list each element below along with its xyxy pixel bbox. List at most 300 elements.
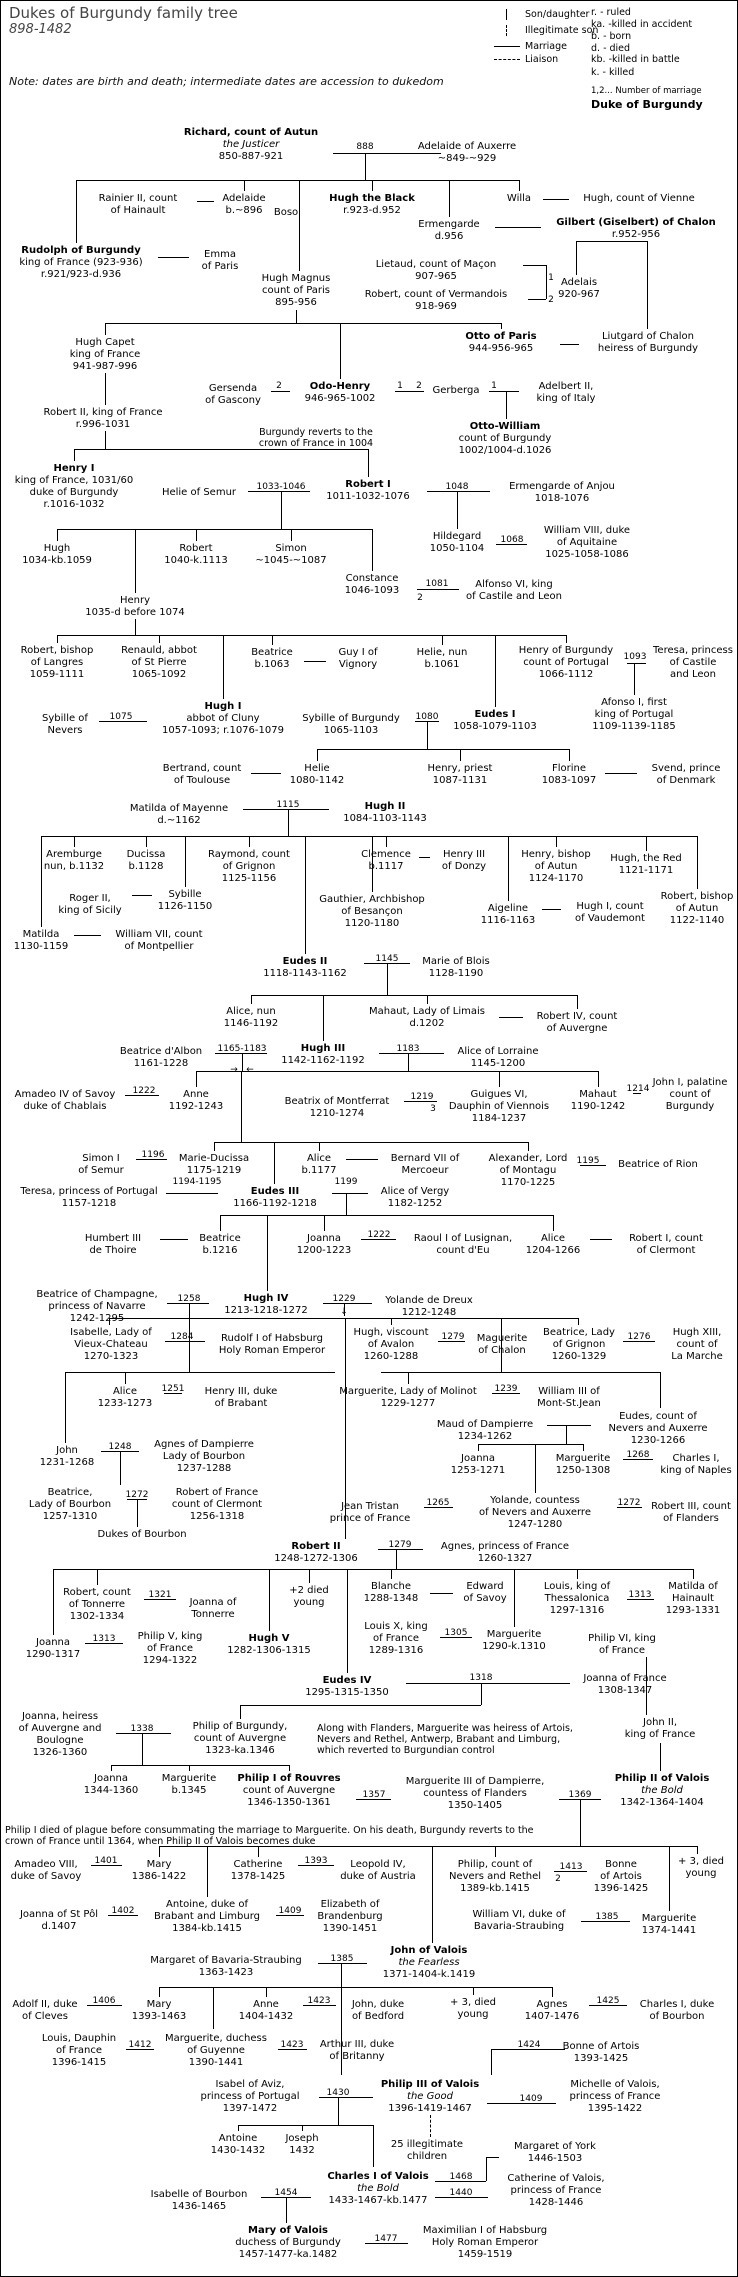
- m-1268: 1268: [626, 1450, 650, 1460]
- tree-line: [646, 1657, 647, 1715]
- amadeo-iv-savoy: Amadeo IV of Savoy duke of Chablais: [14, 1089, 116, 1112]
- tree-line: [427, 995, 428, 1004]
- tree-line: [346, 1193, 347, 1215]
- tree-line: [495, 1846, 496, 1857]
- tree-line: [197, 201, 214, 202]
- helie-nun: Helie, nun b.1061: [416, 647, 468, 670]
- margaret-bavaria-straubing: Margaret of Bavaria-Straubing 1363-1423: [150, 1955, 302, 1978]
- tree-line: [580, 1799, 581, 1846]
- william-iii-mont-st-jean: William III of Mont-St.Jean: [537, 1386, 601, 1409]
- m-1402: 1402: [111, 1906, 135, 1916]
- tree-line: [220, 1215, 553, 1216]
- tree-line: [105, 323, 501, 324]
- hildegard: Hildegard 1050-1104: [429, 531, 485, 554]
- john-1231: John 1231-1268: [39, 1445, 95, 1468]
- raymond-grignon: Raymond, count of Grignon 1125-1156: [208, 849, 290, 884]
- m-1406: 1406: [92, 1996, 116, 2006]
- robert-ii: Robert II 1248-1272-1306: [274, 1541, 358, 1564]
- legend-abbrev-killed: k. - killed: [591, 67, 635, 78]
- tree-line: [365, 2243, 408, 2244]
- m-1413: 1413: [559, 1862, 583, 1872]
- catherine-1378: Catherine 1378-1425: [230, 1859, 286, 1882]
- robert-i-clermont: Robert I, count of Clermont: [629, 1233, 703, 1256]
- tree-line: [105, 323, 106, 335]
- tree-line: [189, 1303, 190, 1372]
- m-1423-anne: 1423: [307, 1996, 331, 2006]
- emma-of-paris: Emma of Paris: [201, 249, 239, 272]
- tree-line: [57, 529, 372, 530]
- m-1183: 1183: [396, 1044, 420, 1054]
- marguerite-guyenne: Marguerite, duchess of Guyenne 1390-1441: [165, 2033, 267, 2068]
- joanna-of-france: Joanna of France 1308-1347: [583, 1673, 667, 1696]
- tree-line: [577, 1569, 578, 1579]
- tree-line: [76, 180, 519, 181]
- m-1279-avalon: 1279: [441, 1332, 465, 1342]
- tree-line: [438, 1341, 465, 1342]
- tree-line: [74, 449, 75, 461]
- tree-line: [274, 1142, 275, 1184]
- gerberga: Gerberga: [432, 385, 480, 396]
- liaison-line-icon: [494, 59, 520, 60]
- tree-line: [560, 344, 579, 345]
- tree-line: [196, 1071, 197, 1087]
- mary-1386: Mary 1386-1422: [131, 1859, 187, 1882]
- eudes-iii: Eudes III 1166-1192-1218: [233, 1186, 317, 1209]
- legend-liaison: [494, 54, 558, 65]
- tree-line: [223, 635, 224, 699]
- tree-line: [125, 1372, 126, 1384]
- tree-line: [440, 1637, 472, 1638]
- m-1401: 1401: [94, 1856, 118, 1866]
- robert-i: Robert I 1011-1032-1076: [326, 479, 410, 502]
- tree-line: [213, 1987, 214, 2029]
- m-1430: 1430: [326, 2088, 350, 2098]
- ducissa: Ducissa b.1128: [126, 849, 166, 872]
- mahaut-limais: Mahaut, Lady of Limais d.1202: [368, 1006, 485, 1029]
- willa: Willa: [506, 193, 532, 204]
- tree-line: [356, 1799, 391, 1800]
- tree-line: [457, 491, 458, 529]
- tree-line: [496, 544, 527, 545]
- tree-line: [76, 180, 77, 243]
- m-1440: 1440: [449, 2188, 473, 2198]
- tree-line: [346, 1159, 378, 1160]
- alice-of-vergy: Alice of Vergy 1182-1252: [380, 1186, 450, 1209]
- tree-line: [57, 635, 566, 636]
- john-ii-france: John II, king of France: [624, 1717, 696, 1740]
- tree-line: [137, 1499, 138, 1527]
- tree-line: [41, 836, 42, 927]
- henry-of-portugal: Henry of Burgundy count of Portugal 1066-1112: [518, 645, 614, 680]
- tree-line: [108, 1915, 138, 1916]
- tree-line: [340, 323, 341, 379]
- m-1409-antoine: 1409: [278, 1906, 302, 1916]
- tree-line: [406, 1683, 570, 1684]
- tree-line: [272, 635, 273, 645]
- tree-line: [240, 1705, 481, 1706]
- joanna-auvergne: Joanna, heiress of Auvergne and Boulogne 1326-1360: [18, 1711, 102, 1758]
- arrow-right: →: [230, 1065, 238, 1075]
- legend-abbrev-born: b. - born: [591, 31, 632, 42]
- tree-line: [281, 491, 282, 529]
- tree-line: [99, 721, 147, 722]
- hugh-xiii-la-marche: Hugh XIII, count of La Marche: [671, 1327, 723, 1362]
- tree-line: [303, 2005, 336, 2006]
- eudes-nevers-auxerre: Eudes, count of Nevers and Auxerre 1230-1266: [608, 1411, 708, 1446]
- liutgard-of-chalon: Liutgard of Chalon heiress of Burgundy: [597, 331, 699, 354]
- tree-line: [379, 1053, 444, 1054]
- marguerite-1374: Marguerite 1374-1441: [641, 1913, 697, 1936]
- tree-line: [159, 1987, 552, 1988]
- tree-line: [627, 1599, 654, 1600]
- marguerite-b1345: Marguerite b.1345: [161, 1773, 217, 1796]
- tree-line: [449, 180, 450, 217]
- plus3-died-young-a: + 3, died young: [678, 1856, 724, 1879]
- tree-line: [74, 935, 101, 936]
- tree-line: [242, 1053, 243, 1071]
- m2-vermandois: 2: [548, 295, 554, 305]
- tree-line: [269, 1569, 270, 1631]
- legend-label: Son/daughter: [525, 9, 590, 20]
- m-1048: 1048: [445, 482, 469, 492]
- legend-label: Marriage: [525, 41, 567, 52]
- amadeo-viii-savoy: Amadeo VIII, duke of Savoy: [10, 1859, 82, 1882]
- adelaide-of-auxerre: Adelaide of Auxerre ~849-~929: [417, 141, 517, 164]
- m-1318: 1318: [469, 1673, 493, 1683]
- tree-line: [481, 1683, 482, 1705]
- tree-line: [660, 1743, 661, 1771]
- note-marguerite-heiress: Along with Flanders, Marguerite was heiress of Artois, Nevers and Rethel, Antwerp, Brabant and Limburg, which reverted to Burgundian control: [317, 1723, 573, 1756]
- tree-line: [566, 635, 567, 643]
- tree-line: [332, 1193, 368, 1194]
- tree-line: [627, 663, 646, 664]
- otto-william: Otto-William count of Burgundy 1002/1004-d.1026: [458, 421, 552, 456]
- hugh-iv: Hugh IV 1213-1218-1272: [224, 1293, 308, 1316]
- tree-line: [317, 749, 318, 761]
- m-1229: 1229: [332, 1294, 356, 1304]
- tree-line: [251, 995, 252, 1004]
- tree-line: [495, 227, 541, 228]
- aigeline: Aigeline 1116-1163: [480, 903, 536, 926]
- tree-line: [430, 2115, 431, 2137]
- marguerite-1250: Marguerite 1250-1308: [555, 1453, 611, 1476]
- m3-beatrix: 3: [430, 1104, 436, 1114]
- robert-bishop-langres: Robert, bishop of Langres 1059-1111: [20, 645, 94, 680]
- tree-line: [53, 1569, 54, 1635]
- hugh-ii: Hugh II 1084-1103-1143: [343, 801, 427, 824]
- tree-line: [647, 241, 648, 329]
- alice-b1177: Alice b.1177: [301, 1153, 337, 1176]
- illegitimate-line-icon: [506, 25, 507, 36]
- jean-tristan: Jean Tristan prince of France: [329, 1501, 411, 1524]
- henry-1035: Henry 1035-d before 1074: [85, 595, 185, 618]
- hugh-vaudemont: Hugh I, count of Vaudemont: [575, 901, 645, 924]
- odo-henry: Odo-Henry 946-965-1002: [304, 381, 376, 404]
- m1-gerberga: 1: [491, 381, 497, 391]
- tree-line: [623, 1341, 655, 1342]
- page-title: Dukes of Burgundy family tree: [9, 4, 238, 22]
- alexander-montagu: Alexander, Lord of Montagu 1170-1225: [488, 1153, 568, 1188]
- hugh-i-duke: Hugh I abbot of Cluny 1057-1093; r.1076-1079: [162, 701, 284, 736]
- legend-label: Illegitimate son: [525, 25, 599, 36]
- tree-line: [135, 619, 136, 635]
- tree-line: [241, 1071, 242, 1142]
- m-1454: 1454: [274, 2188, 298, 2198]
- tree-line: [166, 1193, 218, 1194]
- marguerite-molinot: Marguerite, Lady of Molinot 1229-1277: [339, 1386, 477, 1409]
- tree-line: [299, 180, 300, 271]
- m-1284: 1284: [170, 1332, 194, 1342]
- tree-line: [577, 995, 578, 1009]
- tree-line: [185, 836, 186, 887]
- bertrand-toulouse: Bertrand, count of Toulouse: [162, 763, 242, 786]
- tree-line: [372, 529, 373, 571]
- m-1424: 1424: [517, 2040, 541, 2050]
- tree-line: [319, 2097, 373, 2098]
- arrow-down: ↓: [340, 1307, 348, 1317]
- tree-line: [144, 1599, 176, 1600]
- isabelle-of-bourbon: Isabelle of Bourbon 1436-1465: [150, 2189, 248, 2212]
- isabel-of-aviz: Isabel of Aviz, princess of Portugal 1397-1472: [200, 2079, 300, 2114]
- tree-line: [495, 635, 496, 707]
- tree-line: [395, 391, 424, 392]
- tree-line: [697, 836, 698, 889]
- marguerite-iii-dampierre: Marguerite III of Dampierre, countess of Flanders 1350-1405: [405, 1776, 545, 1811]
- afonso-i: Afonso I, first king of Portugal 1109-1139-1185: [592, 697, 676, 732]
- tree-line: [317, 749, 569, 750]
- joanna-of-tonnerre: Joanna of Tonnerre: [189, 1597, 237, 1620]
- m-1305: 1305: [444, 1628, 468, 1638]
- tree-line: [547, 1425, 591, 1426]
- sybille-1126: Sybille 1126-1150: [157, 889, 213, 912]
- tree-line: [240, 1705, 241, 1719]
- constance: Constance 1046-1093: [344, 573, 400, 596]
- beatrice-dalbon: Beatrice d'Albon 1161-1228: [119, 1046, 203, 1069]
- tree-line: [576, 241, 647, 242]
- tree-line: [323, 1303, 372, 1304]
- tree-line: [220, 1215, 221, 1231]
- henry-iii-brabant: Henry III, duke of Brabant: [204, 1386, 278, 1409]
- anne-1404: Anne 1404-1432: [238, 1999, 294, 2022]
- sybille-of-burgundy: Sybille of Burgundy 1065-1103: [302, 713, 400, 736]
- joanna-of-st-pol: Joanna of St Pôl d.1407: [19, 1909, 98, 1932]
- tree-line: [506, 391, 507, 419]
- tree-line: [74, 836, 75, 847]
- robert-ii-france: Robert II, king of France r.996-1031: [43, 407, 163, 430]
- svend-denmark: Svend, prince of Denmark: [651, 763, 721, 786]
- tree-line: [552, 1987, 553, 1997]
- tree-line: [91, 1865, 122, 1866]
- sybille-nevers: Sybille of Nevers: [42, 713, 88, 736]
- lietaud-macon: Lietaud, count of Maçon 907-965: [375, 259, 497, 282]
- tree-line: [196, 1071, 598, 1072]
- legend-abbrev-died: d. - died: [591, 43, 631, 54]
- john-i-palatine: John I, palatine count of Burgundy: [652, 1077, 728, 1112]
- m-1313-joanna: 1313: [92, 1634, 116, 1644]
- tree-line: [368, 449, 369, 477]
- m-1248: 1248: [108, 1442, 132, 1452]
- tree-line: [267, 1215, 268, 1291]
- tree-line: [249, 836, 250, 847]
- tree-line: [365, 153, 366, 180]
- eudes-i: Eudes I 1058-1079-1103: [453, 709, 537, 732]
- eudes-iv: Eudes IV 1295-1315-1350: [305, 1675, 389, 1698]
- tree-line: [74, 449, 368, 450]
- legend-son-daughter: [494, 9, 589, 20]
- mary-1393: Mary 1393-1463: [131, 1999, 187, 2022]
- tree-line: [491, 2049, 492, 2075]
- m-1279-robert: 1279: [388, 1540, 412, 1550]
- tree-line: [291, 529, 292, 541]
- note-philip-plague: Philip I died of plague before consummating the marriage to Marguerite. On his death, Burgundy reverts to the crown of France until 1364, when Philip II of Valois becomes duke: [5, 1825, 534, 1847]
- legend-marriage: [494, 41, 567, 52]
- tree-line: [489, 391, 519, 392]
- raoul-lusignan: Raoul I of Lusignan, count d'Eu: [413, 1233, 513, 1256]
- tree-line: [535, 1444, 536, 1493]
- tree-line: [57, 635, 58, 643]
- tree-line: [248, 491, 310, 492]
- m2-gersenda: 2: [276, 381, 282, 391]
- plus3-died-young-b: + 3, died young: [450, 1997, 496, 2020]
- tree-line: [65, 1372, 335, 1373]
- legend-abbrev-ruled: r. - ruled: [591, 7, 631, 18]
- tree-line: [590, 1239, 612, 1240]
- simon-1045: Simon ~1045-~1087: [255, 543, 327, 566]
- m-1251: 1251: [161, 1384, 185, 1394]
- tree-line: [159, 1987, 160, 1997]
- alice-nun: Alice, nun 1146-1192: [223, 1006, 279, 1029]
- john-of-valois: John of Valois the Fearless 1371-1404-k.1419: [382, 1945, 476, 1980]
- hugh-of-avalon: Hugh, viscount of Avalon 1260-1288: [353, 1327, 429, 1362]
- tree-line: [159, 1846, 160, 1857]
- simon-i-semur: Simon I of Semur: [78, 1153, 124, 1176]
- m-1425: 1425: [596, 1996, 620, 2006]
- tree-line: [214, 1142, 215, 1151]
- tree-line: [97, 1569, 98, 1585]
- adolf-ii-cleves: Adolf II, duke of Cleves: [12, 1999, 78, 2022]
- tree-line: [344, 1303, 345, 1316]
- anne-1192: Anne 1192-1243: [168, 1089, 224, 1112]
- yolande-de-dreux: Yolande de Dreux 1212-1248: [385, 1295, 473, 1318]
- m-1423-marguerite: 1423: [280, 2040, 304, 2050]
- yolande-nevers: Yolande, countess of Nevers and Auxerre 1247-1280: [479, 1495, 591, 1530]
- renauld-abbot: Renauld, abbot of St Pierre 1065-1092: [121, 645, 197, 680]
- tree-line: [111, 1765, 289, 1766]
- joanna-1253: Joanna 1253-1271: [450, 1453, 506, 1476]
- m-1385-william: 1385: [595, 1912, 619, 1922]
- tree-line: [116, 1733, 171, 1734]
- joanna-1344: Joanna 1344-1360: [83, 1773, 139, 1796]
- hugh-v: Hugh V 1282-1306-1315: [227, 1633, 311, 1656]
- m-1219: 1219: [410, 1092, 434, 1102]
- tree-line: [372, 180, 373, 191]
- tree-line: [238, 2125, 239, 2131]
- beatrix-montferrat: Beatrix of Montferrat 1210-1274: [284, 1096, 390, 1119]
- tree-line: [132, 895, 152, 896]
- m-1075: 1075: [109, 712, 133, 722]
- tree-line: [333, 153, 441, 154]
- ermengarde-anjou: Ermengarde of Anjou 1018-1076: [509, 481, 615, 504]
- tree-line: [381, 1372, 660, 1373]
- eudes-ii: Eudes II 1118-1143-1162: [263, 956, 347, 979]
- gauthier-besancon: Gauthier, Archbishop of Besançon 1120-1180: [319, 894, 425, 929]
- rudolph-of-burgundy: Rudolph of Burgundy king of France (923-936) r.921/923-d.936: [19, 245, 143, 280]
- m-1477: 1477: [374, 2234, 398, 2244]
- tree-line: [278, 2049, 307, 2050]
- tree-line: [160, 1239, 188, 1240]
- robert-iv-auvergne: Robert IV, count of Auvergne: [536, 1011, 618, 1034]
- dukes-of-bourbon: Dukes of Bourbon: [97, 1529, 187, 1540]
- m-1068: 1068: [500, 535, 524, 545]
- beatrice-grignon: Beatrice, Lady of Grignon 1260-1329: [543, 1327, 615, 1362]
- m1-lietaud: 1: [548, 273, 554, 283]
- tree-line: [159, 635, 160, 643]
- plus2-died-young: +2 died young: [289, 1585, 329, 1608]
- tree-line: [238, 2125, 373, 2126]
- tree-line: [499, 1071, 500, 1087]
- rainier-ii: Rainier II, count of Hainault: [98, 193, 178, 216]
- william-vi-bavaria: William VI, duke of Bavaria-Straubing: [472, 1909, 566, 1932]
- hugh-1034: Hugh 1034-kb.1059: [22, 543, 92, 566]
- tree-line: [302, 2125, 303, 2131]
- tree-line: [508, 836, 509, 901]
- tree-line: [338, 2097, 339, 2125]
- boso: Boso: [273, 207, 299, 218]
- clemence: Clemence b.1117: [361, 849, 411, 872]
- note-reverts-1004: Burgundy reverts to the crown of France in 1004: [258, 427, 374, 449]
- m-1412: 1412: [128, 2040, 152, 2050]
- m-1145: 1145: [375, 954, 399, 964]
- tree-line: [105, 373, 106, 405]
- helie-1080: Helie 1080-1142: [289, 763, 345, 786]
- charles-i-valois: Charles I of Valois the Bold 1433-1467-kb.1477: [327, 2171, 429, 2206]
- tree-line: [347, 1569, 348, 1673]
- louis-thessalonica: Louis, king of Thessalonica 1297-1316: [543, 1581, 611, 1616]
- tree-line: [519, 180, 520, 191]
- m-1222-joanna: 1222: [367, 1230, 391, 1240]
- beatrice-b1216: Beatrice b.1216: [199, 1233, 241, 1256]
- tree-line: [65, 1372, 66, 1443]
- tree-line: [528, 1142, 529, 1151]
- robert-1040: Robert 1040-k.1113: [164, 543, 228, 566]
- joanna-1200: Joanna 1200-1223: [296, 1233, 352, 1256]
- matilda-of-mayenne: Matilda of Mayenne d.~1162: [129, 803, 229, 826]
- tree-line: [492, 1393, 520, 1394]
- tree-line: [165, 1341, 205, 1342]
- louis-dauphin: Louis, Dauphin of France 1396-1415: [41, 2033, 117, 2068]
- tree-line: [566, 1425, 567, 1444]
- tree-line: [341, 1963, 342, 1987]
- tree-line: [391, 1318, 392, 1325]
- m-1222-anne: 1222: [132, 1086, 156, 1096]
- tree-line: [319, 1142, 320, 1151]
- tree-line: [501, 323, 502, 329]
- maguerite-of-chalon: Maguerite of Chalon: [476, 1333, 528, 1356]
- m-1468: 1468: [449, 2172, 473, 2182]
- tree-line: [296, 310, 297, 323]
- tree-line: [136, 1159, 167, 1160]
- m-1165-1183: 1165-1183: [217, 1044, 267, 1054]
- tree-line: [693, 1569, 694, 1579]
- gersenda: Gersenda of Gascony: [205, 383, 261, 406]
- agnes-of-dampierre: Agnes of Dampierre Lady of Bourbon 1237-1288: [154, 1439, 254, 1474]
- tree-line: [580, 1165, 606, 1166]
- bernard-vii-mercoeur: Bernard VII of Mercoeur: [390, 1153, 460, 1176]
- gilbert-of-chalon: Gilbert (Giselbert) of Chalon r.952-956: [556, 217, 716, 240]
- tree-line: [105, 431, 106, 449]
- hugh-magnus: Hugh Magnus count of Paris 895-956: [261, 273, 331, 308]
- tree-line: [460, 749, 461, 761]
